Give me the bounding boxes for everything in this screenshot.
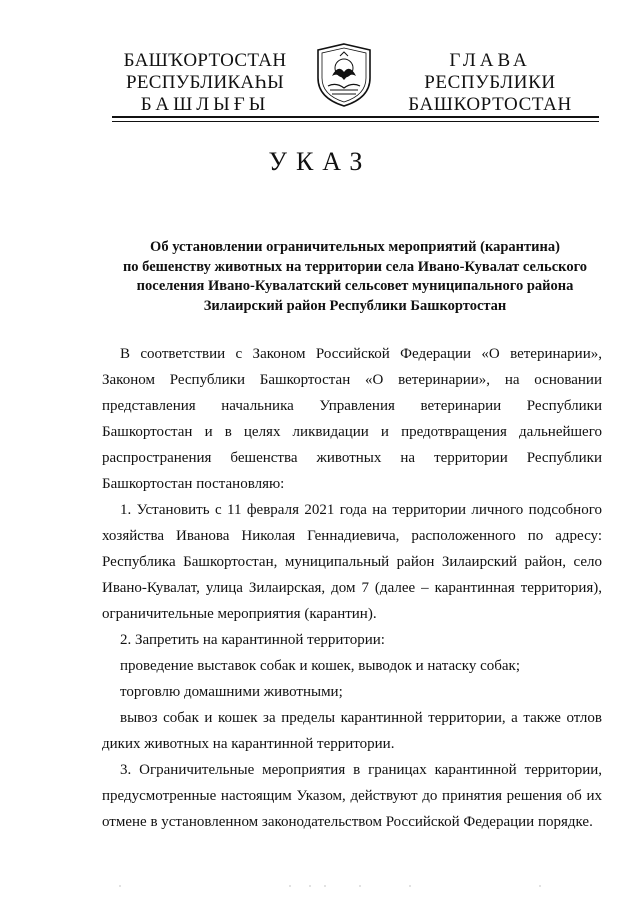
header-right-line2: РЕСПУБЛИКИ bbox=[424, 72, 556, 93]
body-paragraph-ban-2: торговлю домашними животными; bbox=[120, 684, 343, 700]
body-paragraph-preamble: В соответствии с Законом Российской Федерации «О ветеринарии», Законом Республики Башкортостан «О ветеринарии», на основании представления начальника Управления ветеринарии Республики Башкортостан и в целях ликвидации и предотвращения дальнейшего распространения бешенства животных на территории Республики Башкортостан постановляю: bbox=[102, 346, 602, 492]
header-right-block bbox=[395, 50, 585, 116]
header-divider-thin bbox=[112, 121, 599, 122]
header-left-line3: БАШЛЫҒЫ bbox=[140, 94, 270, 115]
header-right-line3: БАШКОРТОСТАН bbox=[408, 94, 572, 115]
subject-line: поселения Ивано-Кувалатский сельсовет муниципального района bbox=[136, 278, 574, 294]
header-left-line2: РЕСПУБЛИКАҺЫ bbox=[126, 72, 284, 93]
header-divider-thick bbox=[112, 116, 599, 118]
header-right-line1: ГЛАВА bbox=[449, 50, 531, 71]
header-left-line1: БАШҠОРТОСТАН bbox=[123, 50, 287, 71]
document-subject bbox=[100, 238, 610, 316]
header-left-block bbox=[105, 50, 305, 116]
subject-line: Зилаирский район Республики Башкортостан bbox=[203, 297, 507, 314]
body-paragraph-item-3: 3. Ограничительные мероприятия в границах карантинной территории, предусмотренные настоящим Указом, действуют до принятия решения об их отмене в установленном законодательством Российской Федерации порядке. bbox=[102, 762, 602, 830]
subject-line: Об установлении ограничительных мероприятий (карантина) bbox=[150, 239, 560, 255]
body-paragraph-item-2: 2. Запретить на карантинной территории: bbox=[120, 632, 385, 648]
subject-line: по бешенству животных на территории села Ивано-Кувалат сельского bbox=[122, 258, 588, 275]
document-body bbox=[102, 341, 602, 835]
coat-of-arms-emblem-icon bbox=[314, 42, 374, 108]
body-paragraph-item-1: 1. Установить с 11 февраля 2021 года на территории личного подсобного хозяйства Иванова Николая Геннадиевича, расположенного по адресу: Республика Башкортостан, муниципальный район Зилаирский район, село Ивано-Кувалат, улица Зилаирская, дом 7 (далее – карантинная территория), ограничительные мероприятия (карантин). bbox=[102, 502, 602, 622]
scan-artifact-dots bbox=[110, 885, 550, 887]
body-paragraph-ban-1: проведение выставок собак и кошек, выводок и натаску собак; bbox=[120, 658, 520, 674]
body-paragraph-ban-3: вывоз собак и кошек за пределы карантинной территории, а также отлов диких животных на карантинной территории. bbox=[102, 710, 602, 752]
document-title: УКАЗ bbox=[268, 147, 372, 176]
